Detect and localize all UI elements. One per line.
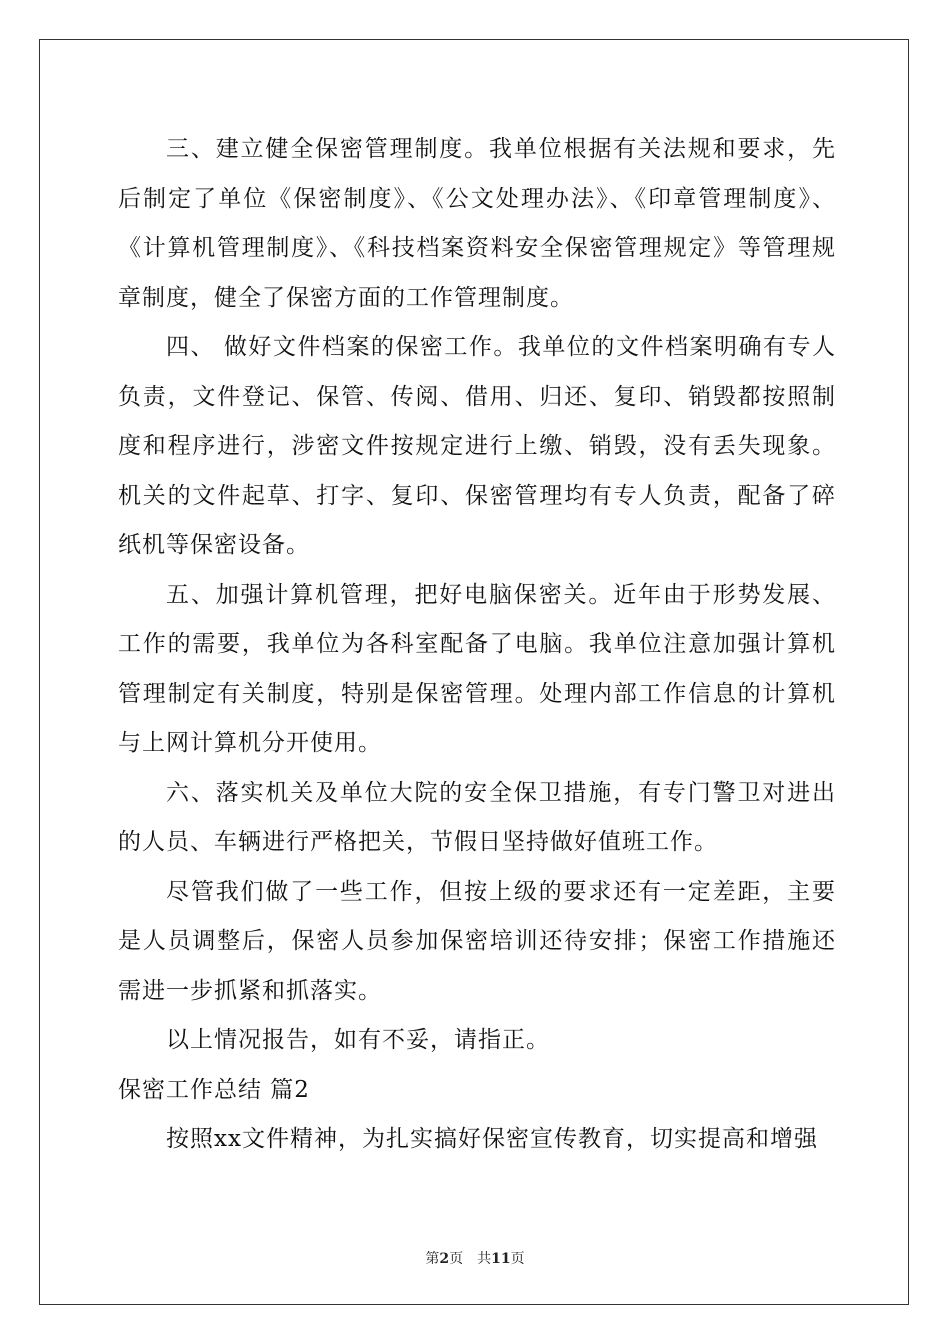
paragraph-3: 五、加强计算机管理，把好电脑保密关。近年由于形势发展、工作的需要，我单位为各科室配备了电脑。我单位注意加强计算机管理制定有关制度，特别是保密管理。处理内部工作信息的计算机与上网计算机分开使用。 bbox=[118, 581, 836, 756]
paragraph-5: 尽管我们做了一些工作，但按上级的要求还有一定差距，主要是人员调整后，保密人员参加保密培训还待安排；保密工作措施还需进一步抓紧和抓落实。 bbox=[118, 878, 836, 1004]
section-heading: 保密工作总结 篇2 bbox=[118, 1076, 310, 1103]
footer-page-suffix: 页 bbox=[510, 1251, 525, 1267]
footer-page-total: 11 bbox=[491, 1251, 511, 1267]
paragraph-4: 六、落实机关及单位大院的安全保卫措施，有专门警卫对进出的人员、车辆进行严格把关，节假日坚持做好值班工作。 bbox=[118, 779, 836, 855]
footer-page-mid: 页 共 bbox=[449, 1251, 492, 1267]
footer-page-number: 2 bbox=[439, 1251, 450, 1267]
section-paragraph-1: 按照xx文件精神，为扎实搞好保密宣传教育，切实提高和增强 bbox=[166, 1126, 818, 1152]
paragraph-1: 三、建立健全保密管理制度。我单位根据有关法规和要求，先后制定了单位《保密制度》、《公文处理办法》、《印章管理制度》、《计算机管理制度》、《科技档案资料安全保密管理规定》等管理规章制度，健全了保密方面的工作管理制度。 bbox=[118, 136, 836, 311]
document-body bbox=[118, 125, 836, 1165]
page-footer bbox=[0, 1248, 950, 1268]
paragraph-6: 以上情况报告，如有不妥，请指正。 bbox=[166, 1027, 550, 1053]
paragraph-2: 四、 做好文件档案的保密工作。我单位的文件档案明确有专人负责，文件登记、保管、传阅、借用、归还、复印、销毁都按照制度和程序进行，涉密文件按规定进行上缴、销毁，没有丢失现象。机关的文件起草、打字、复印、保密管理均有专人负责，配备了碎纸机等保密设备。 bbox=[118, 334, 836, 558]
footer-page-prefix: 第 bbox=[425, 1251, 440, 1267]
